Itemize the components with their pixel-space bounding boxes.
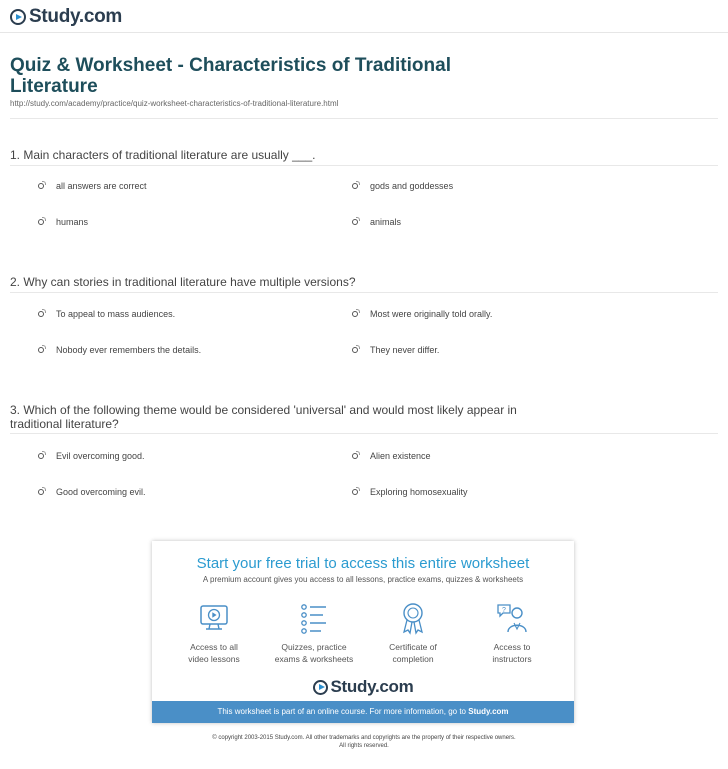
radio-icon[interactable]	[352, 347, 358, 353]
q3-option-b[interactable]	[352, 451, 431, 461]
q1-option-b[interactable]	[352, 181, 453, 191]
radio-icon[interactable]	[38, 311, 44, 317]
question-1-divider	[10, 165, 718, 166]
q2-option-b[interactable]	[352, 309, 492, 319]
option-label: animals	[370, 217, 402, 227]
feature-label-line1: Access to all	[190, 642, 238, 652]
feature-video-lessons	[164, 601, 264, 665]
q2-option-d[interactable]	[352, 345, 439, 355]
q2-option-a[interactable]	[38, 309, 175, 319]
promo-heading[interactable]: Start your free trial to access this entire worksheet	[196, 555, 530, 572]
q1-option-a[interactable]	[38, 181, 147, 191]
radio-icon[interactable]	[38, 489, 44, 495]
feature-label-line2: instructors	[492, 654, 532, 664]
option-label: Evil overcoming good.	[56, 451, 145, 461]
play-logo-icon	[10, 9, 26, 25]
question-1-text: 1. Main characters of traditional literature are usually ___.	[10, 148, 316, 162]
promo-subheading: A premium account gives you access to all lessons, practice exams, quizzes & worksheets	[202, 575, 524, 584]
radio-icon[interactable]	[352, 453, 358, 459]
option-label: humans	[56, 217, 89, 227]
promo-info-bar	[152, 701, 574, 723]
site-logo[interactable]	[10, 6, 122, 28]
copyright-notice	[0, 734, 728, 750]
page-title: Quiz & Worksheet - Characteristics of Traditional Literature	[10, 55, 451, 97]
quiz-list-icon	[297, 601, 331, 635]
feature-label-line2: exams & worksheets	[274, 654, 354, 664]
question-3-divider	[10, 433, 718, 434]
video-lesson-icon	[197, 601, 231, 635]
feature-label-line1: Access to	[493, 642, 531, 652]
radio-icon[interactable]	[38, 219, 44, 225]
certificate-icon	[396, 601, 430, 635]
option-label: Exploring homosexuality	[370, 487, 468, 497]
feature-instructors	[462, 601, 562, 665]
option-label: Alien existence	[370, 451, 431, 461]
feature-label-line1: Quizzes, practice	[281, 642, 347, 652]
option-label: They never differ.	[370, 345, 440, 355]
logo-text: Study.com	[29, 6, 123, 27]
promo-bar-link[interactable]: Study.com	[468, 707, 509, 716]
svg-text:?: ?	[502, 607, 506, 614]
option-label: To appeal to mass audiences.	[56, 309, 176, 319]
radio-icon[interactable]	[352, 183, 358, 189]
question-2-text: 2. Why can stories in traditional literature have multiple versions?	[10, 275, 356, 289]
radio-icon[interactable]	[352, 219, 358, 225]
radio-icon[interactable]	[38, 183, 44, 189]
radio-icon[interactable]	[352, 489, 358, 495]
q1-option-d[interactable]	[352, 217, 401, 227]
q2-option-c[interactable]	[38, 345, 201, 355]
q3-option-a[interactable]	[38, 451, 145, 461]
option-label: gods and goddesses	[370, 181, 454, 191]
feature-label-line2: video lessons	[188, 654, 240, 664]
option-label: Nobody ever remembers the details.	[56, 345, 202, 355]
q1-option-c[interactable]	[38, 217, 88, 227]
radio-icon[interactable]	[38, 453, 44, 459]
copyright-line-2: All rights reserved.	[339, 743, 389, 749]
q3-option-c[interactable]	[38, 487, 146, 497]
feature-label-line2: completion	[392, 654, 434, 664]
feature-certificate	[363, 601, 463, 665]
promo-bar-text: This worksheet is part of an online course. For more information, go to	[217, 707, 466, 716]
radio-icon[interactable]	[38, 347, 44, 353]
page-url: http://study.com/academy/practice/quiz-worksheet-characteristics-of-traditional-literature.html	[10, 99, 339, 108]
option-label: all answers are correct	[56, 181, 147, 191]
radio-icon[interactable]	[352, 311, 358, 317]
option-label: Good overcoming evil.	[56, 487, 146, 497]
q3-option-d[interactable]	[352, 487, 468, 497]
play-logo-icon	[313, 680, 328, 695]
option-label: Most were originally told orally.	[370, 309, 493, 319]
feature-quizzes	[264, 601, 364, 665]
copyright-line-1: © copyright 2003-2015 Study.com. All other trademarks and copyrights are the property of their respective owners.	[212, 735, 516, 741]
logo-text: Study.com	[330, 677, 414, 696]
title-divider	[10, 118, 718, 119]
question-3-text: 3. Which of the following theme would be considered 'universal' and would most likely appear in traditional literature?	[10, 403, 517, 431]
header-divider	[0, 32, 728, 33]
question-2-divider	[10, 292, 718, 293]
free-trial-promo	[152, 541, 574, 723]
promo-logo[interactable]	[152, 677, 574, 697]
instructor-icon	[495, 601, 529, 635]
feature-label-line1: Certificate of	[389, 642, 437, 652]
